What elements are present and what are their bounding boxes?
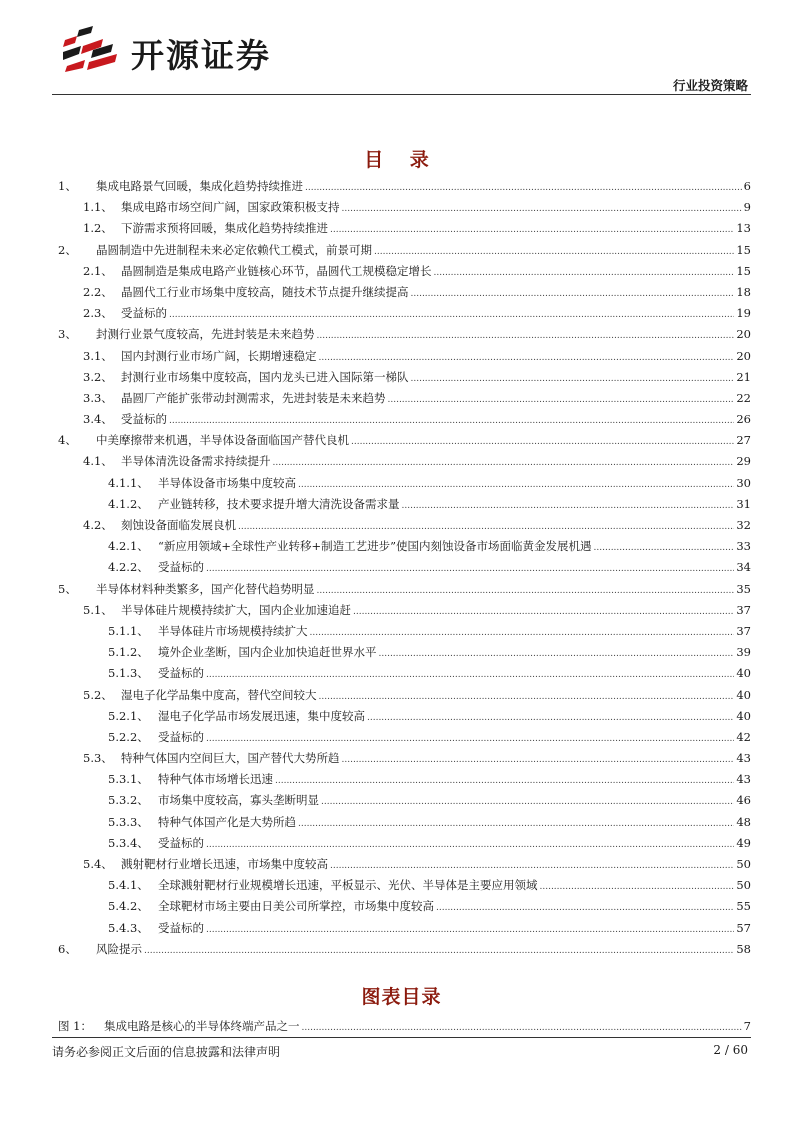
toc-entry-label: 半导体材料种类繁多，国产化替代趋势明显 (96, 581, 315, 596)
toc-entry-page: 34 (736, 560, 751, 575)
toc-entry-number: 3、 (58, 327, 77, 342)
toc-entry-page: 20 (736, 327, 751, 342)
toc-entry-page: 21 (736, 369, 751, 384)
dot-leader (330, 856, 734, 877)
toc-entry-label: 半导体硅片规模持续扩大，国内企业加速追赶 (121, 602, 351, 617)
dot-leader (302, 1018, 742, 1039)
dot-leader (540, 877, 735, 898)
toc-entry-number: 5.3.4、 (108, 835, 149, 850)
toc-entry-number: 5.4.3、 (108, 920, 149, 935)
toc-entry-page: 50 (736, 857, 751, 871)
toc-entry-number: 3.1、 (83, 348, 113, 363)
dot-leader (310, 623, 735, 644)
toc-entry-label: 封测行业景气度较高，先进封装是未来趋势 (96, 327, 315, 342)
toc-entry-number: 1.1、 (83, 200, 113, 215)
toc-entry-page: 18 (736, 284, 751, 299)
toc-entry-label: 刻蚀设备面临发展良机 (121, 518, 236, 532)
toc-entry-page: 27 (736, 433, 751, 448)
header-divider (52, 94, 751, 95)
toc-entry[interactable] (52, 706, 751, 727)
logo-mark-icon (63, 26, 119, 72)
toc-entry-label: 受益标的 (121, 306, 167, 321)
toc-entry[interactable] (52, 324, 751, 345)
toc-entry-page: 15 (736, 263, 751, 278)
toc-entry-page: 40 (736, 666, 751, 681)
dot-leader (169, 305, 734, 326)
dot-leader (434, 263, 735, 284)
toc-entry-page: 57 (736, 920, 751, 935)
toc-entry[interactable] (52, 282, 751, 303)
toc-entry-number: 4.1.1、 (108, 475, 149, 490)
toc-entry-page: 39 (736, 645, 751, 660)
toc-entry-page: 49 (736, 835, 751, 850)
dot-leader (273, 453, 735, 474)
toc-entry-label: 市场集中度较高，寡头垄断明显 (158, 793, 319, 808)
toc-entry-number: 5.1.1、 (108, 623, 149, 638)
toc-entry-number: 2.3、 (83, 306, 113, 321)
toc-entry[interactable] (52, 430, 751, 451)
toc-entry[interactable] (52, 240, 751, 261)
toc-entry-page: 26 (736, 412, 751, 427)
dot-leader (206, 729, 734, 750)
toc-entry[interactable] (52, 494, 751, 515)
toc-entry[interactable] (52, 515, 751, 536)
toc-entry-page: 15 (736, 242, 751, 257)
report-type: 行业投资策略 (672, 78, 748, 93)
toc-entry-label: 国内封测行业市场广阔，长期增速稳定 (121, 348, 317, 363)
dot-leader (298, 475, 734, 496)
toc-entry-label: 特种气体国产化是大势所趋 (158, 814, 296, 829)
toc-entry-label: 半导体清洗设备需求持续提升 (121, 454, 271, 469)
toc-entry-page: 37 (736, 602, 751, 617)
toc-entry-number: 2.2、 (83, 284, 113, 299)
toc-entry-number: 5.1、 (83, 602, 113, 617)
toc-entry-label: 溅射靶材行业增长迅速，市场集中度较高 (121, 857, 328, 871)
dot-leader (379, 644, 735, 665)
dot-leader (275, 771, 734, 792)
toc-entry-page: 40 (736, 687, 751, 702)
toc-entry-label: 风险提示 (96, 941, 142, 956)
toc-entry-page: 6 (743, 179, 751, 193)
table-of-contents (52, 176, 751, 960)
toc-entry[interactable] (52, 642, 751, 663)
toc-entry-label: 半导体硅片市场规模持续扩大 (158, 623, 308, 638)
toc-entry-page: 22 (736, 390, 751, 405)
toc-entry-label: 特种气体国内空间巨大，国产替代大势所趋 (121, 751, 340, 766)
toc-entry-page: 32 (736, 518, 751, 532)
toc-entry-number: 4.2.2、 (108, 560, 149, 575)
dot-leader (342, 199, 742, 220)
toc-entry[interactable] (52, 812, 751, 833)
toc-entry-number: 5.4、 (83, 857, 113, 871)
toc-entry-page: 55 (736, 899, 751, 914)
dot-leader (305, 178, 742, 199)
toc-title: 目 录 (364, 149, 439, 171)
toc-entry-number: 5.3.3、 (108, 814, 149, 829)
dot-leader (436, 898, 734, 919)
dot-leader (238, 517, 734, 538)
figure-entry[interactable] (52, 1016, 751, 1037)
toc-entry-label: “新应用领域+全球性产业转移+制造工艺进步”使国内刻蚀设备市场面临黄金发展机遇 (158, 539, 592, 554)
toc-entry-label: 集成电路市场空间广阔，国家政策积极支持 (121, 200, 340, 215)
toc-entry[interactable] (52, 261, 751, 282)
toc-entry-page: 19 (736, 306, 751, 321)
toc-entry-page: 13 (736, 221, 751, 236)
toc-entry-number: 5.2、 (83, 687, 113, 702)
toc-entry-number: 4.2.1、 (108, 539, 149, 554)
dot-leader (402, 496, 735, 517)
toc-entry-page: 40 (736, 708, 751, 723)
toc-entry-number: 3.4、 (83, 412, 113, 427)
footer-divider (52, 1037, 751, 1038)
toc-entry-number: 1、 (58, 179, 77, 193)
toc-entry-page: 35 (736, 581, 751, 596)
toc-entry-page: 48 (736, 814, 751, 829)
toc-entry-label: 受益标的 (158, 666, 204, 681)
toc-entry-label: 封测行业市场集中度较高，国内龙头已进入国际第一梯队 (121, 369, 409, 384)
toc-entry[interactable] (52, 748, 751, 769)
dot-leader (206, 665, 734, 686)
toc-entry-label: 全球靶材市场主要由日美公司所掌控，市场集中度较高 (158, 899, 434, 914)
toc-entry[interactable] (52, 473, 751, 494)
toc-entry[interactable] (52, 346, 751, 367)
toc-entry-label: 受益标的 (121, 412, 167, 427)
toc-entry[interactable] (52, 218, 751, 239)
toc-entry-page: 42 (736, 729, 751, 744)
toc-entry-label: 晶圆厂产能扩张带动封测需求，先进封装是未来趋势 (121, 390, 386, 405)
toc-entry[interactable] (52, 176, 751, 197)
toc-entry[interactable] (52, 600, 751, 621)
toc-entry[interactable] (52, 854, 751, 875)
figure-entry-number: 图 1： (58, 1019, 92, 1033)
toc-entry-label: 晶圆代工行业市场集中度较高，随技术节点提升继续提高 (121, 284, 409, 299)
toc-entry[interactable] (52, 790, 751, 811)
dot-leader (594, 538, 735, 559)
toc-entry-label: 集成电路景气回暖，集成化趋势持续推进 (96, 179, 303, 193)
dot-leader (342, 750, 735, 771)
dot-leader (206, 559, 734, 580)
figure-entry-page: 7 (743, 1019, 751, 1033)
toc-entry[interactable] (52, 409, 751, 430)
toc-entry-label: 全球溅射靶材行业规模增长迅速，平板显示、光伏、半导体是主要应用领域 (158, 878, 538, 893)
dot-leader (351, 432, 734, 453)
toc-entry-number: 4.1、 (83, 454, 113, 469)
brand-name: 开源证券 (131, 36, 271, 75)
toc-entry-page: 50 (736, 878, 751, 893)
toc-entry-page: 46 (736, 793, 751, 808)
page-indicator: 2 / 60 (713, 1043, 748, 1057)
toc-entry[interactable] (52, 557, 751, 578)
toc-entry-number: 2.1、 (83, 263, 113, 278)
toc-entry-label: 中美摩擦带来机遇，半导体设备面临国产替代良机 (96, 433, 349, 448)
dot-leader (317, 581, 735, 602)
toc-entry-page: 43 (736, 772, 751, 787)
toc-entry[interactable] (52, 303, 751, 324)
toc-entry-number: 5.4.2、 (108, 899, 149, 914)
toc-entry-page: 9 (743, 200, 751, 215)
toc-entry-label: 下游需求预将回暖，集成化趋势持续推进 (121, 221, 328, 236)
toc-entry[interactable] (52, 896, 751, 917)
toc-entry-number: 5.3.2、 (108, 793, 149, 808)
toc-entry-label: 特种气体市场增长迅速 (158, 772, 273, 787)
toc-entry-label: 晶圆制造是集成电路产业链核心环节，晶圆代工规模稳定增长 (121, 263, 432, 278)
toc-entry[interactable] (52, 833, 751, 854)
toc-entry-page: 30 (736, 475, 751, 490)
company-logo (63, 26, 303, 75)
toc-entry-number: 5.1.3、 (108, 666, 149, 681)
toc-entry-page: 20 (736, 348, 751, 363)
toc-entry-number: 5、 (58, 581, 77, 596)
toc-entry-page: 43 (736, 751, 751, 766)
toc-entry-number: 3.2、 (83, 369, 113, 384)
toc-entry-page: 58 (736, 941, 751, 956)
toc-entry-label: 境外企业垄断，国内企业加快追赶世界水平 (158, 645, 377, 660)
toc-entry[interactable] (52, 621, 751, 642)
toc-entry-label: 产业链转移，技术要求提升增大清洗设备需求量 (158, 496, 400, 511)
toc-entry-number: 4.1.2、 (108, 496, 149, 511)
toc-entry-page: 29 (736, 454, 751, 469)
toc-entry[interactable] (52, 367, 751, 388)
toc-entry[interactable] (52, 727, 751, 748)
dot-leader (367, 708, 734, 729)
figure-entry-label: 集成电路是核心的半导体终端产品之一 (104, 1019, 300, 1033)
dot-leader (298, 814, 734, 835)
toc-entry-number: 5.3.1、 (108, 772, 149, 787)
toc-entry-number: 1.2、 (83, 221, 113, 236)
dot-leader (169, 411, 734, 432)
dot-leader (317, 326, 735, 347)
toc-entry-label: 受益标的 (158, 729, 204, 744)
toc-entry-number: 6、 (58, 941, 77, 956)
dot-leader (353, 602, 734, 623)
toc-entry-page: 31 (736, 496, 751, 511)
toc-entry-number: 5.2.2、 (108, 729, 149, 744)
toc-entry-label: 受益标的 (158, 560, 204, 575)
toc-entry-number: 4、 (58, 433, 77, 448)
toc-entry-number: 4.2、 (83, 518, 113, 532)
toc-entry[interactable] (52, 388, 751, 409)
toc-entry[interactable] (52, 939, 751, 960)
toc-entry-label: 受益标的 (158, 920, 204, 935)
dot-leader (411, 369, 735, 390)
toc-entry-number: 2、 (58, 242, 77, 257)
toc-entry-label: 湿电子化学品集中度高，替代空间较大 (121, 687, 317, 702)
toc-entry-number: 5.4.1、 (108, 878, 149, 893)
dot-leader (206, 835, 734, 856)
toc-entry[interactable] (52, 451, 751, 472)
toc-entry[interactable] (52, 875, 751, 896)
toc-entry-page: 33 (736, 539, 751, 554)
toc-entry-page: 37 (736, 623, 751, 638)
footer-disclaimer: 请务必参阅正文后面的信息披露和法律声明 (52, 1045, 281, 1059)
toc-entry[interactable] (52, 918, 751, 939)
toc-entry-label: 受益标的 (158, 835, 204, 850)
toc-entry[interactable] (52, 197, 751, 218)
toc-entry[interactable] (52, 536, 751, 557)
toc-entry-number: 3.3、 (83, 390, 113, 405)
toc-entry-number: 5.2.1、 (108, 708, 149, 723)
toc-entry-label: 湿电子化学品市场发展迅速，集中度较高 (158, 708, 365, 723)
toc-entry[interactable] (52, 579, 751, 600)
dot-leader (319, 348, 735, 369)
dot-leader (144, 941, 734, 962)
dot-leader (411, 284, 735, 305)
figure-list (52, 1016, 751, 1037)
dot-leader (388, 390, 735, 411)
toc-entry-number: 5.3、 (83, 751, 113, 766)
toc-entry[interactable] (52, 685, 751, 706)
toc-entry[interactable] (52, 663, 751, 684)
dot-leader (319, 687, 735, 708)
dot-leader (374, 242, 734, 263)
figures-title: 图表目录 (361, 986, 442, 1008)
toc-entry-number: 5.1.2、 (108, 645, 149, 660)
toc-entry-label: 晶圆制造中先进制程未来必定依赖代工模式，前景可期 (96, 242, 372, 257)
dot-leader (330, 220, 734, 241)
toc-entry[interactable] (52, 769, 751, 790)
dot-leader (321, 792, 734, 813)
dot-leader (206, 920, 734, 941)
toc-entry-label: 半导体设备市场集中度较高 (158, 475, 296, 490)
